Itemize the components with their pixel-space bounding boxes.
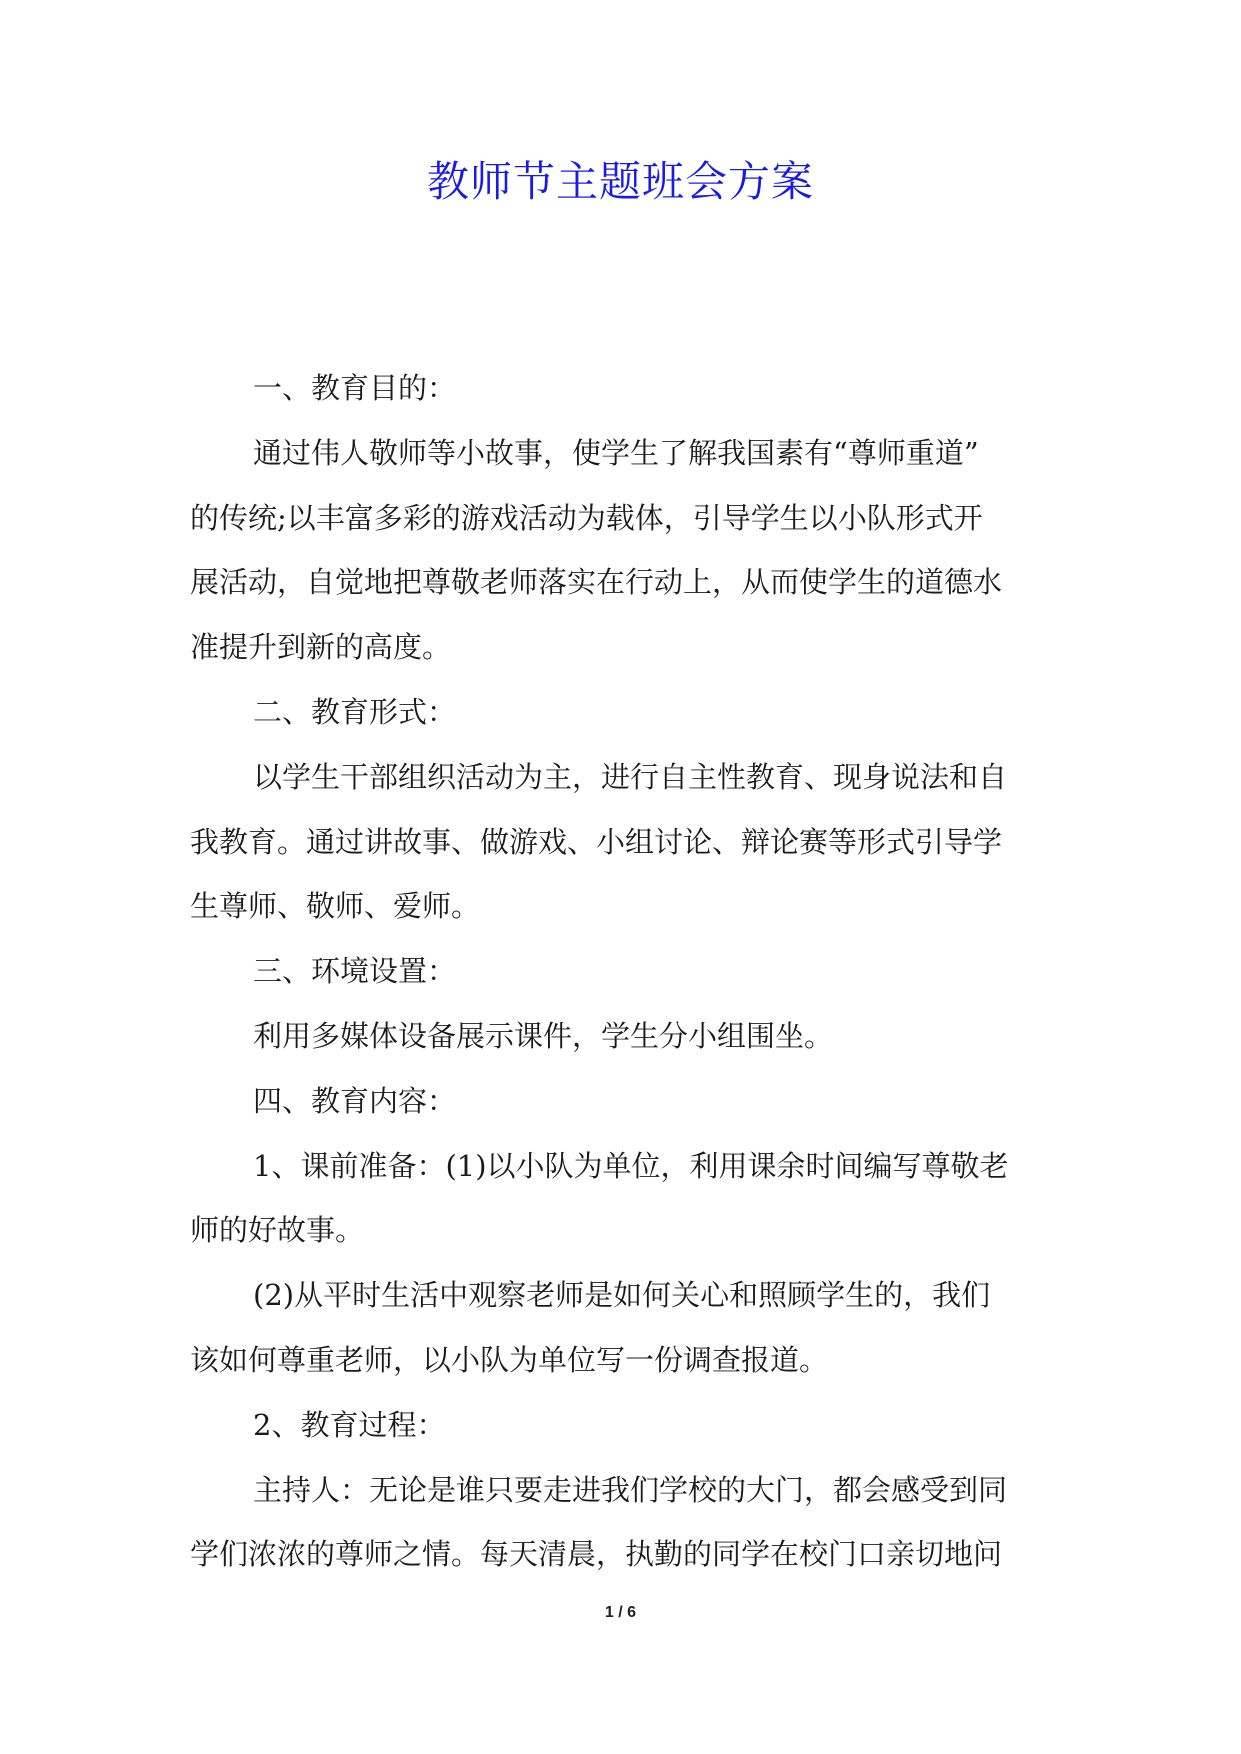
body-line: 利用多媒体设备展示课件，学生分小组围坐。 bbox=[253, 1018, 834, 1053]
body-line: 主持人：无论是谁只要走进我们学校的大门，都会感受到同 bbox=[253, 1472, 1008, 1507]
heading-education-content: 四、教育内容： bbox=[253, 1083, 457, 1118]
body-line: 展活动，自觉地把尊敬老师落实在行动上，从而使学生的道德水 bbox=[190, 565, 1003, 600]
body-line: 准提升到新的高度。 bbox=[190, 630, 452, 665]
body-line: 生尊师、敬师、爱师。 bbox=[190, 889, 481, 924]
body-line: 我教育。通过讲故事、做游戏、小组讨论、辩论赛等形式引导学 bbox=[190, 824, 1003, 859]
body-line: 师的好故事。 bbox=[190, 1213, 365, 1248]
heading-education-purpose: 一、教育目的： bbox=[253, 371, 457, 405]
body-line: 1、课前准备：(1)以小队为单位，利用课余时间编写尊敬老 bbox=[253, 1148, 1009, 1183]
body-line: (2)从平时生活中观察老师是如何关心和照顾学生的，我们 bbox=[253, 1278, 991, 1313]
body-line: 通过伟人敬师等小故事，使学生了解我国素有“尊师重道” bbox=[253, 435, 979, 470]
page-number: 1 / 6 bbox=[604, 1604, 637, 1621]
document-title: 教师节主题班会方案 bbox=[426, 157, 814, 206]
heading-education-process: 2、教育过程： bbox=[253, 1407, 446, 1442]
body-line: 以学生干部组织活动为主，进行自主性教育、现身说法和自 bbox=[253, 759, 1008, 794]
heading-education-form: 二、教育形式： bbox=[253, 694, 457, 729]
body-line: 学们浓浓的尊师之情。每天清晨，执勤的同学在校门口亲切地问 bbox=[190, 1537, 1003, 1572]
body-line: 的传统;以丰富多彩的游戏活动为载体，引导学生以小队形式开 bbox=[190, 500, 983, 535]
heading-environment: 三、环境设置： bbox=[253, 954, 457, 989]
body-line: 该如何尊重老师，以小队为单位写一份调查报道。 bbox=[190, 1342, 829, 1377]
document-body bbox=[190, 356, 1060, 1587]
